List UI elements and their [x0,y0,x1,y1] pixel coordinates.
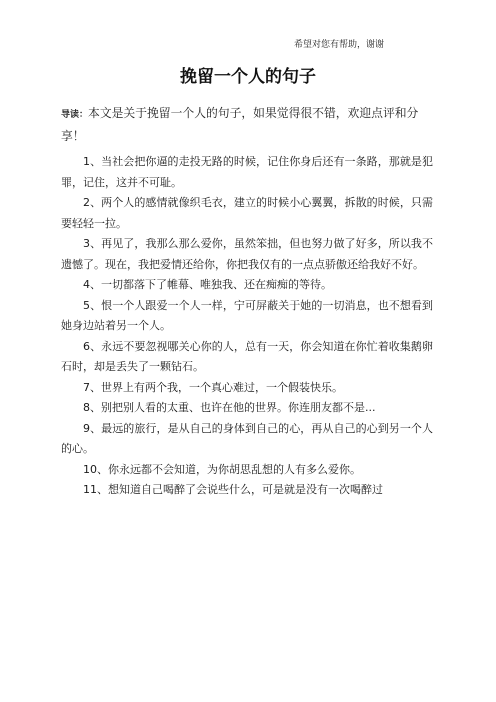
intro-label: 导读： [61,110,89,120]
document-body [61,152,433,501]
sentence-paragraph-11: 11、想知道自己喝醉了会说些什么，可是就是没有一次喝醉过 [83,483,383,496]
sentence-paragraph-2: 2、两个人的感情就像织毛衣，建立的时候小心翼翼，拆散的时候，只需要轻轻一拉。 [61,196,433,230]
document-title: 挽留一个人的句子 [180,67,316,87]
sentence-paragraph-6: 6、永远不要忽视哪关心你的人，总有一天，你会知道在你忙着收集鹅卵石时，却是丢失了一颗钻石。 [61,339,433,373]
intro-text: 本文是关于挽留一个人的句子，如果觉得很不错，欢迎点评和分享！ [61,106,419,143]
sentence-paragraph-8: 8、别把别人看的太重、也许在他的世界。你连朋友都不是... [83,401,376,414]
sentence-paragraph-4: 4、一切都落下了帷幕、唯独我、还在痴痴的等待。 [83,278,332,291]
sentence-paragraph-3: 3、再见了，我那么那么爱你，虽然笨拙，但也努力做了好多，所以我不遗憾了。现在，我把爱情还给你，你把我仅有的一点点骄傲还给我好不好。 [61,237,433,271]
sentence-paragraph-7: 7、世界上有两个我，一个真心难过，一个假装快乐。 [83,380,343,394]
sentence-paragraph-10: 10、你永远都不会知道，为你胡思乱想的人有多么爱你。 [83,462,361,476]
header-note: 希望对您有帮助，谢谢 [294,40,385,50]
intro-paragraph [61,103,433,147]
sentence-paragraph-1: 1、当社会把你逼的走投无路的时候，记住你身后还有一条路，那就是犯罪，记住，这并不可耻。 [61,155,433,189]
sentence-paragraph-5: 5、恨一个人跟爱一个人一样，宁可屏蔽关于她的一切消息，也不想看到她身边站着另一个人。 [61,298,433,332]
sentence-paragraph-9: 9、最远的旅行，是从自己的身体到自己的心，再从自己的心到另一个人的心。 [61,421,433,455]
